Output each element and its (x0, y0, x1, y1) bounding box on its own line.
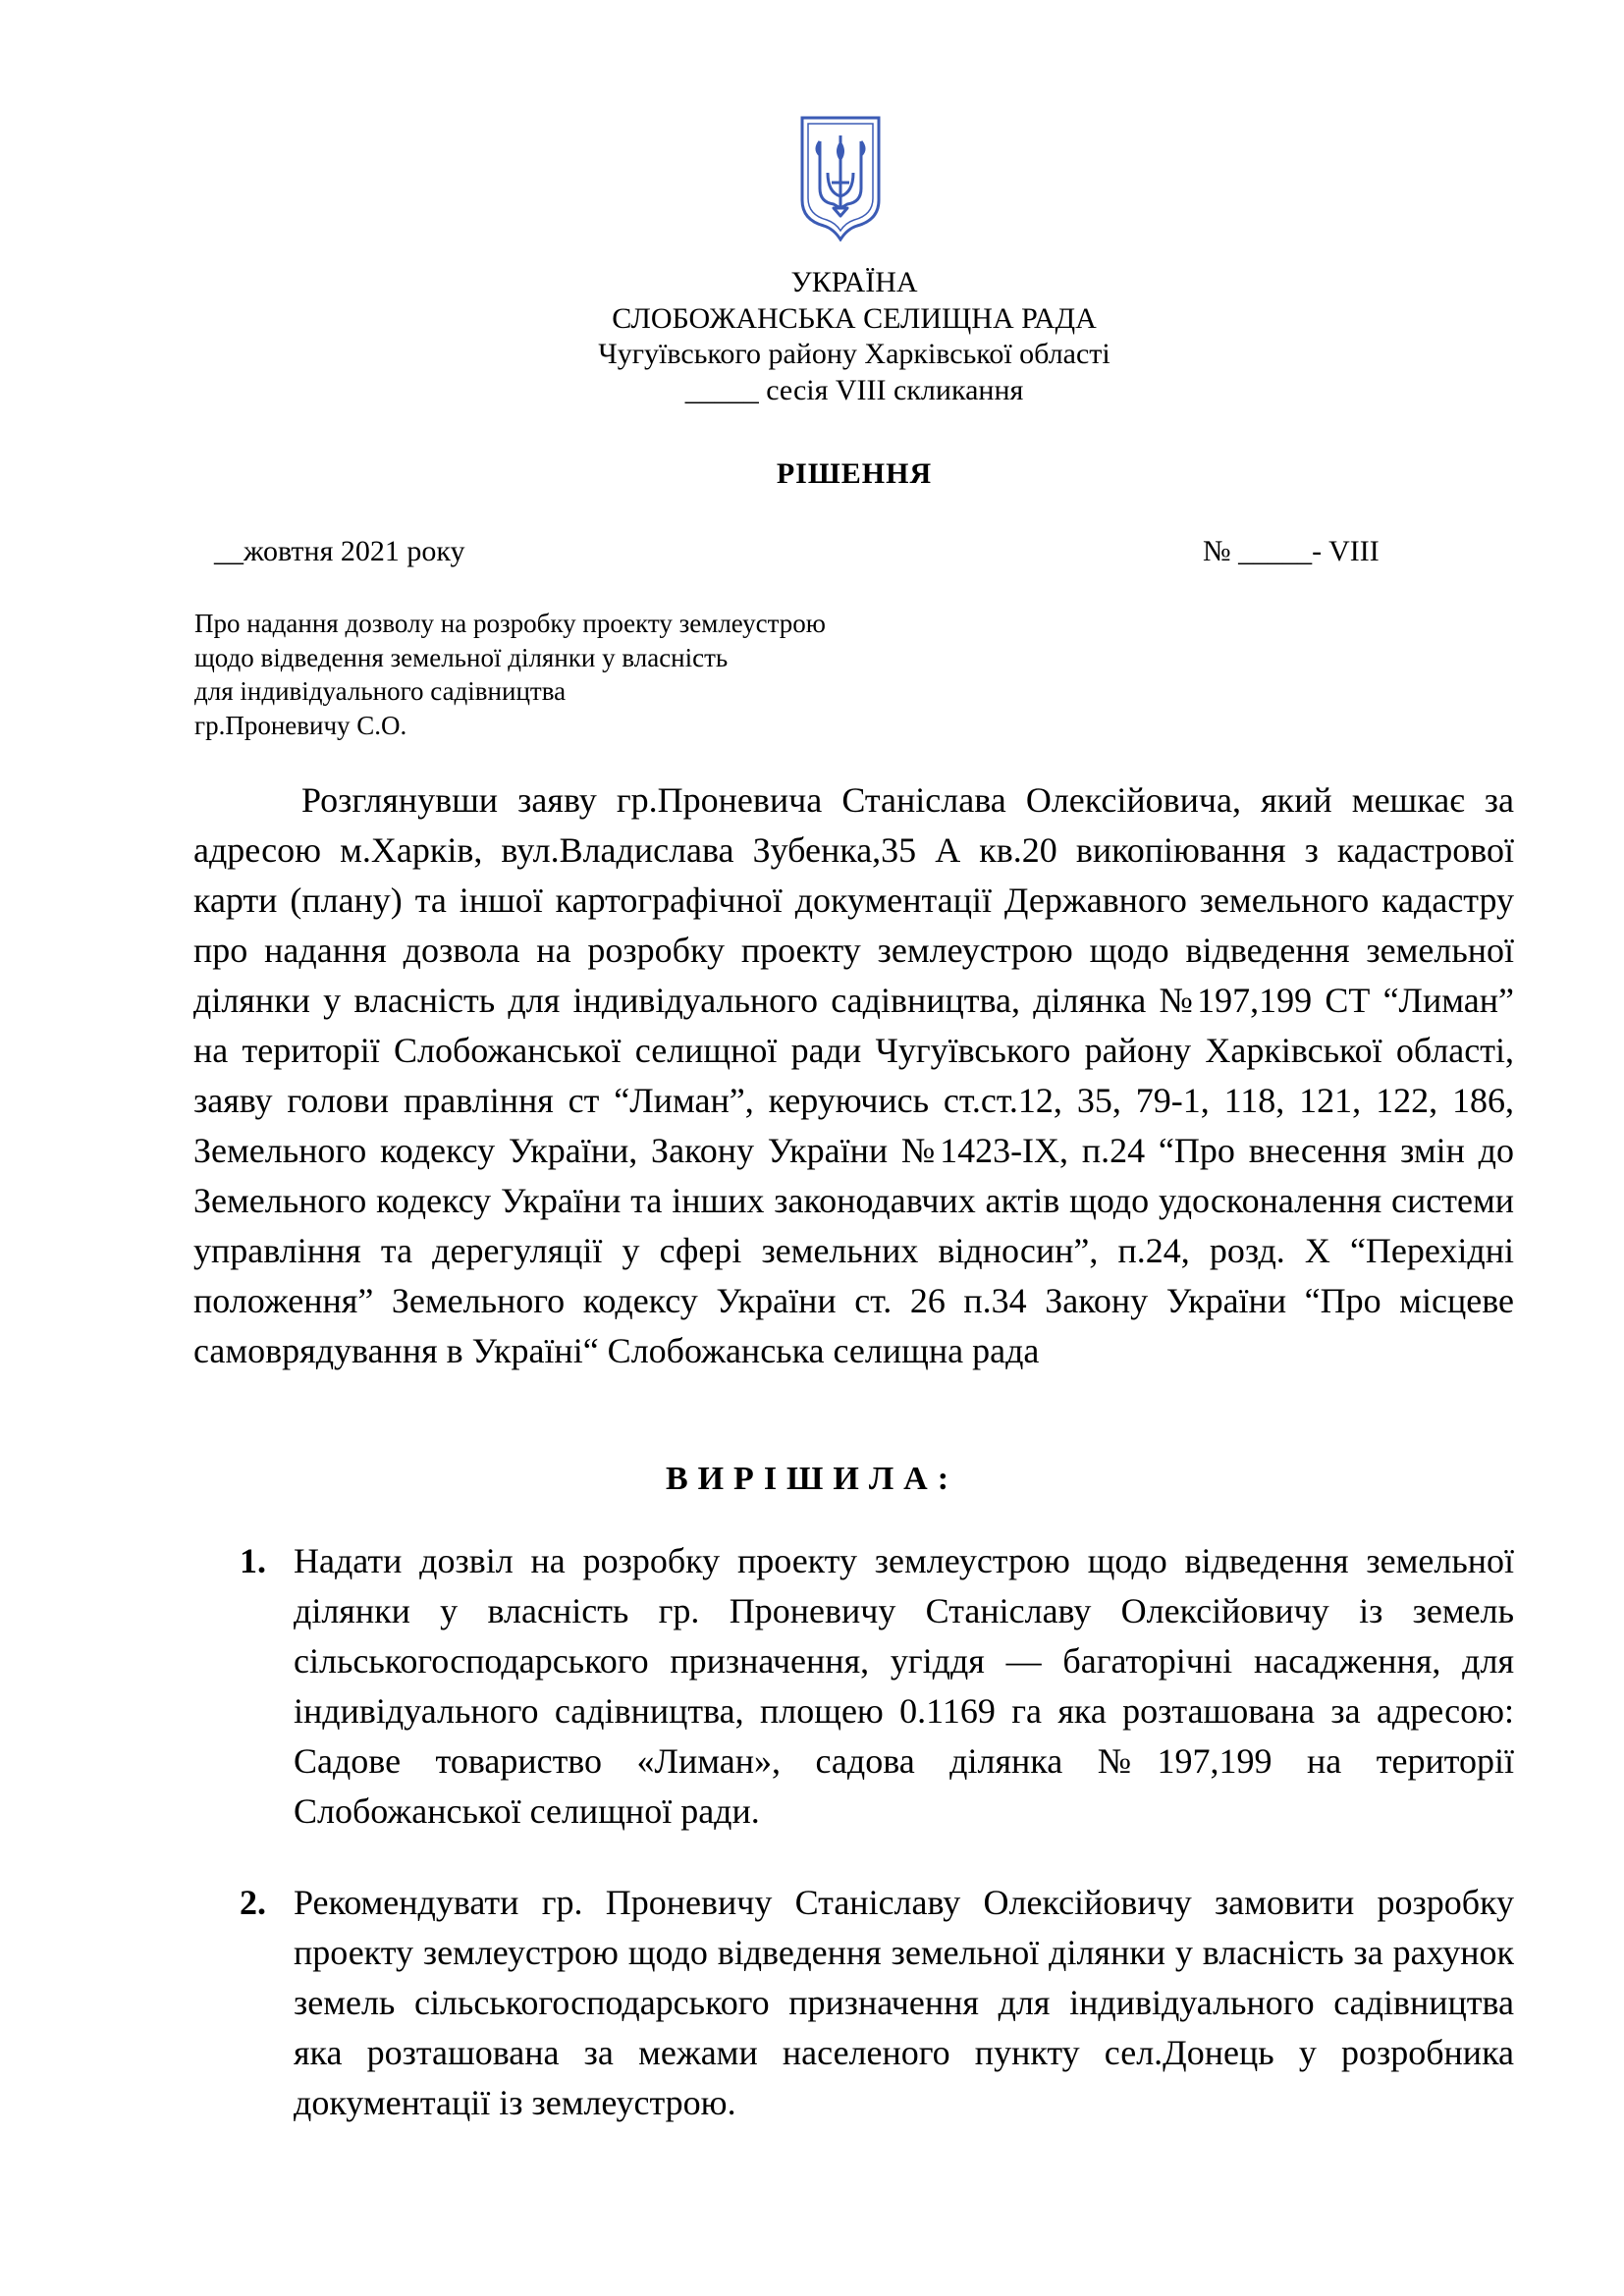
decision-item-text: Рекомендувати гр. Проневичу Станіславу Олексійовичу замовити розробку проекту землеустрою щодо відведення земельної ділянки у власність за рахунок земель сільськогосподарського призначення для індивідуального садівництва яка розташована за межами населеного пункту сел.Донець у розробника документації із землеустрою. (294, 1883, 1514, 2122)
country-name: УКРАЇНА (790, 266, 918, 298)
decision-item (226, 1536, 1514, 1837)
subject-line: Про надання дозволу на розробку проекту землеустрою (194, 609, 826, 638)
resolved-heading: ВИРІШИЛА: (665, 1461, 959, 1497)
decision-subject (194, 607, 826, 742)
council-name: СЛОБОЖАНСЬКА СЕЛИЩНА РАДА (612, 301, 1097, 335)
decision-date: __жовтня 2021 року (214, 535, 465, 567)
council-region: Чугуївського району Харківської області (598, 338, 1110, 370)
subject-line: щодо відведення земельної ділянки у власність (194, 642, 729, 672)
session-line: _____ сесія VIII скликання (684, 373, 1024, 406)
coat-of-arms-ukraine-icon (798, 114, 883, 241)
decision-number: № _____- VIII (1203, 535, 1380, 567)
decision-item (226, 1878, 1514, 2128)
document-header (0, 265, 1624, 408)
decision-item-text: Надати дозвіл на розробку проекту землеустрою щодо відведення земельної ділянки у власність гр. Проневичу Станіславу Олексійовичу із земель сільськогосподарського призначення, угіддя — багаторічні насадження, для індивідуального садівництва, площею 0.1169 га яка розташована за адресою: Садове товариство «Лиман», садова ділянка №197,199 на території Слобожанської селищної ради. (294, 1541, 1514, 1831)
preamble-section (193, 775, 1514, 1376)
preamble-paragraph: Розглянувши заяву гр.Проневича Станіслава Олексійовича, який мешкає за адресою м.Харків, вул.Владислава Зубенка,35 А кв.20 викопіювання з кадастрової карти (плану) та іншої картографічної документації Державного земельного кадастру про надання дозвола на розробку проекту землеустрою щодо відведення земельної ділянки у власність для індивідуального садівництва, ділянка №197,199 СТ “Лиман” на території Слобожанської селищної ради Чугуївського району Харківської області, заяву голови правління ст “Лиман”, керуючись ст.ст.12, 35, 79-1, 118, 121, 122, 186, Земельного кодексу України, Закону України №1423-ІХ, п.24 “Про внесення змін до Земельного кодексу України та інших законодавчих актів щодо удосконалення системи управління та дерегуляції у сфері земельних відносин”, п.24, розд. Х “Перехідні положення” Земельного кодексу України ст. 26 п.34 Закону України “Про місцеве самоврядування в Україні“ Слобожанська селищна рада (193, 780, 1514, 1370)
decision-list (226, 1536, 1514, 2169)
decision-item-number: 1. (240, 1541, 266, 1580)
document-title: РІШЕННЯ (776, 457, 933, 490)
subject-line: гр.Проневичу С.О. (194, 710, 407, 740)
subject-line: для індивідуального садівництва (194, 676, 567, 706)
decision-item-number: 2. (240, 1883, 266, 1922)
